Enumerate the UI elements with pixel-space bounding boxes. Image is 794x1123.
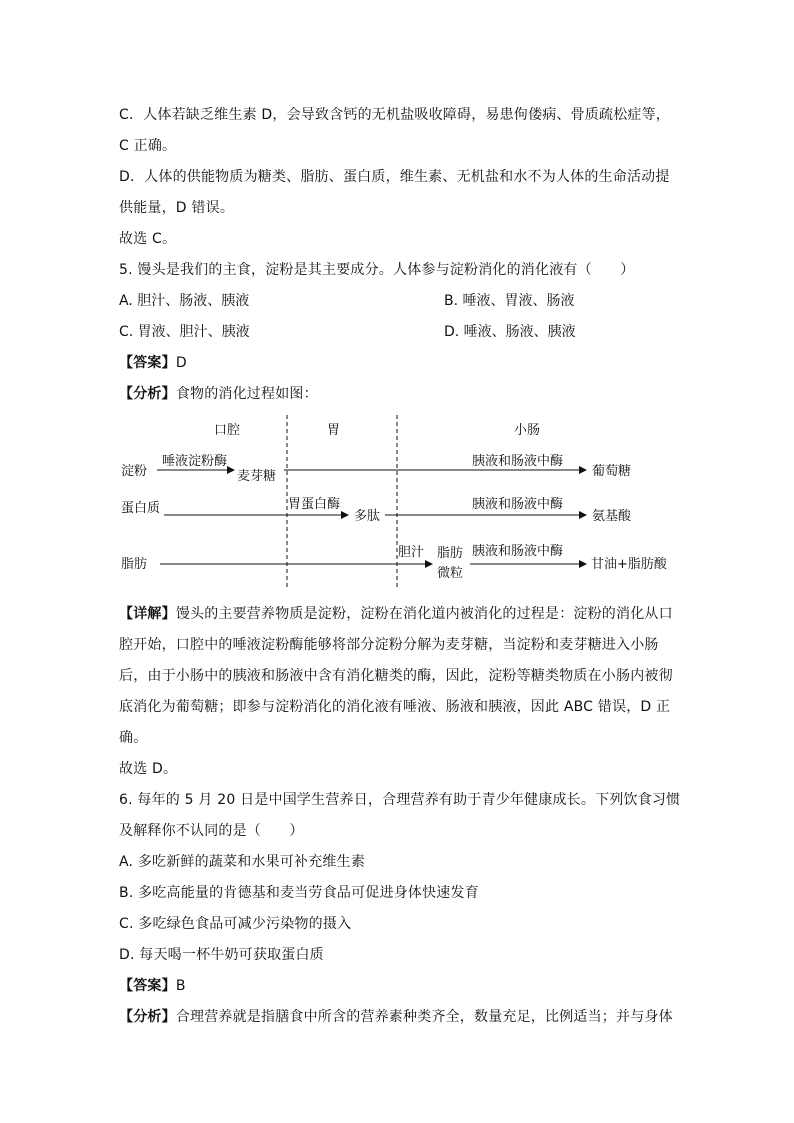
- protein-label: 蛋白质: [121, 501, 161, 516]
- q5-option-b: B. 唾液、胃液、肠液: [444, 293, 575, 309]
- analysis-text: 合理营养就是指膳食中所含的营养素种类齐全，数量充足，比例适当；并与身体: [175, 1009, 673, 1025]
- analysis-tag: 【分析】: [119, 1009, 176, 1025]
- enzyme-label-3: 胰液和肠液中酶: [472, 544, 564, 559]
- section-stomach: 胃: [327, 423, 341, 438]
- analysis-tag: 【分析】: [119, 386, 176, 402]
- q6-option-a: A. 多吃新鲜的蔬菜和水果可补充维生素: [119, 854, 366, 870]
- q6-option-c: C. 多吃绿色食品可减少污染物的摄入: [119, 916, 352, 932]
- explanation-d-line1: D．人体的供能物质为糖类、脂肪、蛋白质，维生素、无机盐和水不为人体的生命活动提: [119, 169, 670, 185]
- detail-tag: 【详解】: [119, 606, 176, 622]
- q5-option-d: D. 唾液、肠液、胰液: [444, 324, 576, 340]
- answer-tag: 【答案】: [119, 978, 176, 994]
- enzyme-label-1: 胰液和肠液中酶: [472, 454, 564, 469]
- question-6-stem-line2: 及解释你不认同的是（ ）: [119, 823, 304, 839]
- question-6-stem-line1: 6. 每年的 5 月 20 日是中国学生营养日，合理营养有助于青少年健康成长。下列饮食习惯: [119, 792, 681, 808]
- explanation-c-line1: C．人体若缺乏维生素 D，会导致含钙的无机盐吸收障碍，易患佝偻病、骨质疏松症等，: [119, 107, 671, 123]
- section-small-intestine: 小肠: [514, 423, 541, 438]
- q5-detail-line1: [119, 605, 673, 623]
- fat-label: 脂肪: [121, 557, 148, 572]
- question-5-stem: 5. 馒头是我们的主食，淀粉是其主要成分。人体参与淀粉消化的消化液有（ ）: [119, 262, 635, 278]
- q6-answer: [119, 977, 186, 995]
- answer-tag: 【答案】: [119, 355, 176, 371]
- choose-c: 故选 C。: [119, 231, 177, 247]
- enzyme-label-2: 胰液和肠液中酶: [472, 497, 564, 512]
- maltose-label: 麦芽糖: [237, 469, 277, 484]
- glucose-label: 葡萄糖: [592, 464, 632, 479]
- saliva-enzyme-label: 唾液淀粉酶: [162, 454, 228, 469]
- q6-option-d: D. 每天喝一杯牛奶可获取蛋白质: [119, 947, 324, 963]
- explanation-c-line2: C 正确。: [119, 138, 177, 154]
- answer-value: D: [175, 355, 187, 371]
- fat-droplet-label-1: 脂肪: [437, 546, 464, 561]
- q5-detail-line5: 确。: [119, 730, 148, 746]
- fat-droplet-label-2: 微粒: [437, 566, 464, 581]
- q6-option-b: B. 多吃高能量的肯德基和麦当劳食品可促进身体快速发育: [119, 885, 479, 901]
- q5-option-c: C. 胃液、胆汁、胰液: [119, 324, 250, 340]
- choose-d: 故选 D。: [119, 761, 178, 777]
- detail-text-1: 馒头的主要营养物质是淀粉，淀粉在消化道内被消化的过程是：淀粉的消化从口: [175, 606, 673, 622]
- fat-products-label: 甘油+脂肪酸: [591, 557, 667, 572]
- amino-acid-label: 氨基酸: [592, 509, 632, 524]
- explanation-d-line2: 供能量，D 错误。: [119, 200, 235, 216]
- bile-label: 胆汁: [398, 545, 425, 560]
- section-mouth: 口腔: [214, 423, 241, 438]
- q6-analysis: [119, 1008, 673, 1026]
- analysis-text: 食物的消化过程如图：: [175, 386, 318, 402]
- polypeptide-label: 多肽: [354, 509, 381, 524]
- pepsin-label: 胃蛋白酶: [288, 497, 341, 512]
- starch-label: 淀粉: [121, 464, 148, 479]
- q5-detail-line3: 后，由于小肠中的胰液和肠液中含有消化糖类的酶，因此，淀粉等糖类物质在小肠内被彻: [119, 668, 673, 684]
- q5-detail-line4: 底消化为葡萄糖；即参与淀粉消化的消化液有唾液、肠液和胰液，因此 ABC 错误，D 正: [119, 699, 671, 715]
- q5-detail-line2: 腔开始，口腔中的唾液淀粉酶能够将部分淀粉分解为麦芽糖，当淀粉和麦芽糖进入小肠: [119, 637, 659, 653]
- answer-value: B: [175, 978, 186, 994]
- q5-option-a: A. 胆汁、肠液、胰液: [119, 293, 250, 309]
